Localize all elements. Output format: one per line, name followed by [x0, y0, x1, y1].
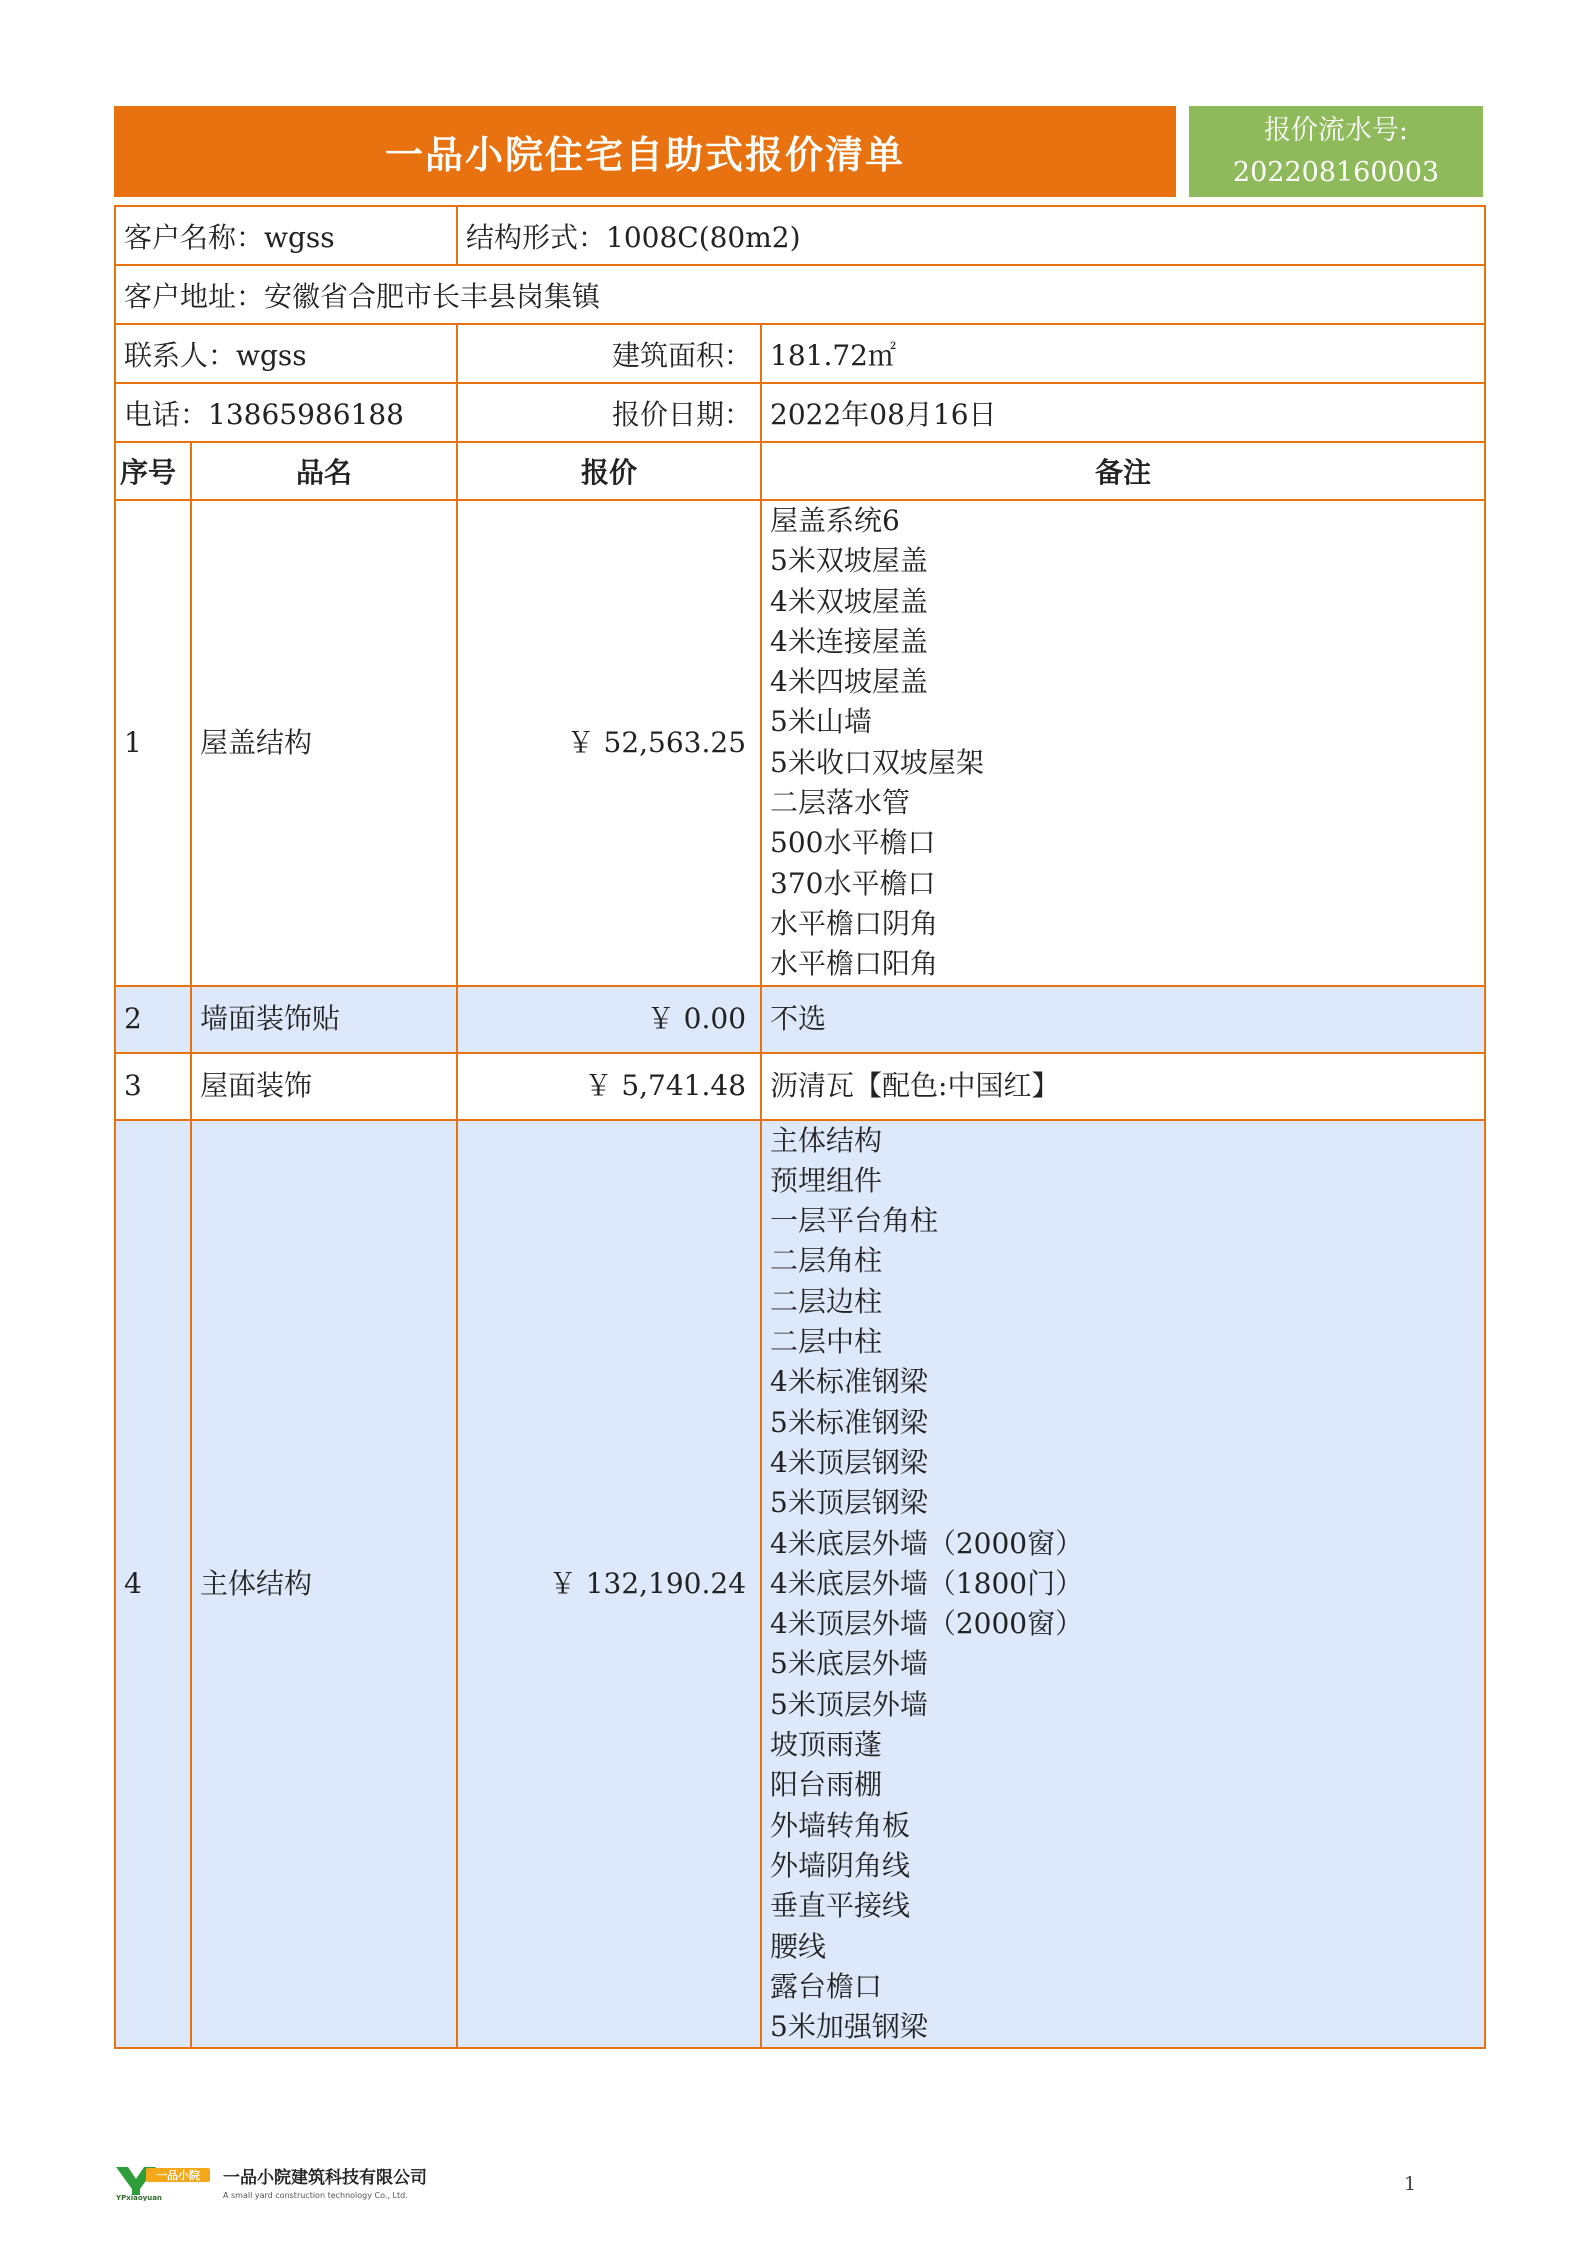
note-line: 垂直平接线 — [770, 1889, 911, 1923]
phone: 电话：13865986188 — [115, 383, 457, 442]
note-line: 不选 — [770, 1001, 827, 1035]
note-line: 主体结构 — [770, 1123, 883, 1157]
note-line: 一层平台角柱 — [770, 1204, 939, 1238]
item-notes — [761, 1120, 1485, 2049]
note-line: 预埋组件 — [770, 1163, 883, 1197]
note-line: 4米顶层钢梁 — [770, 1445, 928, 1479]
note-line: 4米底层外墙（1800门） — [770, 1566, 1084, 1600]
logo-text: 一品小院 — [156, 2169, 200, 2182]
table-row — [115, 986, 1485, 1053]
col-header-no: 序号 — [115, 442, 191, 500]
item-notes — [761, 500, 1485, 986]
customer-address: 客户地址：安徽省合肥市长丰县岗集镇 — [115, 265, 1485, 324]
note-line: 外墙转角板 — [770, 1808, 911, 1842]
item-notes — [761, 986, 1485, 1053]
table-row — [115, 1053, 1485, 1120]
company-name-en: A small yard construction technology Co., Ltd. — [223, 2191, 408, 2200]
table-row — [115, 1120, 1485, 2049]
note-line: 沥清瓦【配色:中国红】 — [770, 1068, 1060, 1102]
item-name: 主体结构 — [191, 1120, 457, 2049]
area-value: 181.72㎡ — [761, 324, 1485, 383]
item-notes — [761, 1053, 1485, 1120]
note-line: 二层边柱 — [770, 1284, 883, 1318]
company-info — [223, 2163, 427, 2200]
note-line: 腰线 — [770, 1929, 827, 1963]
area-label: 建筑面积： — [457, 324, 761, 383]
info-row-name — [115, 206, 1485, 265]
note-line: 4米连接屋盖 — [770, 624, 928, 658]
date-label: 报价日期： — [457, 383, 761, 442]
document-title: 一品小院住宅自助式报价清单 — [114, 106, 1176, 197]
item-price: ￥ 5,741.48 — [457, 1053, 761, 1120]
note-line: 5米双坡屋盖 — [770, 544, 928, 578]
note-line: 4米双坡屋盖 — [770, 584, 928, 618]
note-line: 4米底层外墙（2000窗） — [770, 1526, 1084, 1560]
serial-value: 202208160003 — [1232, 156, 1440, 188]
note-line: 370水平檐口 — [770, 866, 936, 900]
col-header-price: 报价 — [457, 442, 761, 500]
serial-label: 报价流水号: — [1263, 114, 1409, 146]
page-number: 1 — [1404, 2173, 1417, 2195]
item-name: 屋面装饰 — [191, 1053, 457, 1120]
item-name: 墙面装饰贴 — [191, 986, 457, 1053]
contact-person: 联系人：wgss — [115, 324, 457, 383]
note-line: 5米加强钢梁 — [770, 2010, 928, 2044]
info-row-phone — [115, 383, 1485, 442]
serial-number-box — [1189, 106, 1483, 197]
logo-subtext: YPxiaoyuan — [116, 2194, 162, 2201]
table-header — [115, 442, 1485, 500]
item-price: ￥ 132,190.24 — [457, 1120, 761, 2049]
note-line: 阳台雨棚 — [770, 1768, 883, 1802]
company-name-cn: 一品小院建筑科技有限公司 — [223, 2168, 427, 2188]
info-row-address — [115, 265, 1485, 324]
item-price: ￥ 52,563.25 — [457, 500, 761, 986]
col-header-name: 品名 — [191, 442, 457, 500]
item-price: ￥ 0.00 — [457, 986, 761, 1053]
note-line: 4米标准钢梁 — [770, 1365, 928, 1399]
note-line: 5米山墙 — [770, 705, 872, 739]
table-row — [115, 500, 1485, 986]
item-no: 2 — [115, 986, 191, 1053]
date-value: 2022年08月16日 — [761, 383, 1485, 442]
note-line: 露台檐口 — [770, 1969, 883, 2003]
note-line: 坡顶雨蓬 — [770, 1728, 883, 1762]
info-row-contact — [115, 324, 1485, 383]
note-line: 4米顶层外墙（2000窗） — [770, 1607, 1084, 1641]
item-no: 1 — [115, 500, 191, 986]
item-name: 屋盖结构 — [191, 500, 457, 986]
note-line: 4米四坡屋盖 — [770, 665, 928, 699]
structure-type: 结构形式：1008C(80m2) — [457, 206, 1485, 265]
note-line: 外墙阴角线 — [770, 1848, 911, 1882]
company-logo — [114, 2163, 214, 2201]
note-line: 二层中柱 — [770, 1325, 883, 1359]
note-line: 5米收口双坡屋架 — [770, 745, 984, 779]
note-line: 二层角柱 — [770, 1244, 883, 1278]
note-line: 二层落水管 — [770, 786, 911, 820]
col-header-notes: 备注 — [761, 442, 1485, 500]
note-line: 500水平檐口 — [770, 826, 936, 860]
note-line: 5米顶层外墙 — [770, 1687, 928, 1721]
note-line: 5米顶层钢梁 — [770, 1486, 928, 1520]
quote-table — [114, 205, 1486, 2049]
note-line: 水平檐口阴角 — [770, 906, 939, 940]
item-no: 4 — [115, 1120, 191, 2049]
item-no: 3 — [115, 1053, 191, 1120]
note-line: 5米标准钢梁 — [770, 1405, 928, 1439]
note-line: 水平檐口阳角 — [770, 947, 939, 981]
note-line: 5米底层外墙 — [770, 1647, 928, 1681]
note-line: 屋盖系统6 — [770, 504, 900, 537]
customer-name: 客户名称：wgss — [115, 206, 457, 265]
